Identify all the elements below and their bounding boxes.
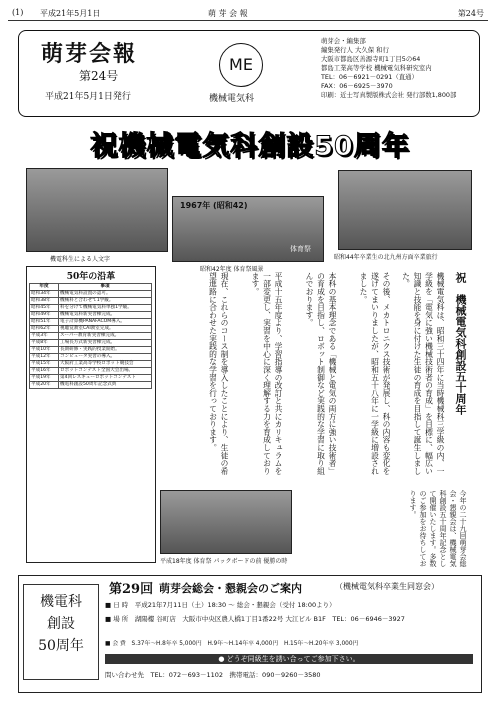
- history-row: [30, 333, 152, 340]
- history-year: 昭和51年: [30, 319, 59, 326]
- history-year: 平成8年: [30, 340, 59, 347]
- history-event: コンピュータ実習の導入。: [59, 354, 152, 361]
- history-event: 科を分けて機械電気科単独1学級。: [59, 305, 152, 312]
- history-row: [30, 347, 152, 354]
- photo-caption-3: 昭和44年卒業生の北九州方面卒業旅行: [334, 254, 438, 261]
- paper-name: 萌 芽 会 報: [208, 9, 248, 18]
- history-row: [30, 291, 152, 298]
- photo-event-label: 体育祭: [290, 245, 311, 253]
- article-body: [160, 272, 468, 482]
- history-table-box: [26, 266, 156, 563]
- history-event: 電子計算機PANAFACOM導入。: [59, 319, 152, 326]
- masthead-title: 萌芽会報: [41, 41, 138, 67]
- meeting-title: 萌芽会総会・懇親会のご案内: [159, 582, 302, 595]
- article-title: 祝 機械電気科創設五十周年: [454, 272, 467, 415]
- history-year: 平成20年: [30, 382, 59, 389]
- photo-backboard: [160, 490, 292, 554]
- publisher-info: 萌芽会・編集部 編集発行人 大久保 和行 大阪市都島区善源寺町1丁目5の64 都島工業高等学校 機械電気科研究室内 TEL：06－6921－0291（直通） FAX：06－6925－3970 印刷：近士写真製版株式会社 発行部数1,800部: [321, 37, 457, 99]
- history-row: [30, 361, 152, 368]
- meeting-date-row: ■ 日 時 平成21年7月11日（土）18:30 ～ 総会・懇親会（受付 18:00より）: [105, 601, 336, 609]
- article-column: 本科の基本理念である「機械と電気の両方に強い技術者」の育成を目指し、ロボット制御など実践的な学習に取り組んでおります。: [305, 272, 337, 475]
- article-column: 機械電気科は、昭和三十四年に当時機械科三学級の内、一学級を「電気に強い機械技術者の育成」を目標に、幅広い知識と技能を身に付けた生徒の育成を目指して誕生しました。: [401, 272, 445, 475]
- history-event: 機械電気科新実習棟完成。: [59, 312, 152, 319]
- photo-human-letters: [26, 168, 168, 252]
- page-issue: 第24号: [457, 9, 484, 18]
- masthead-date: 平成21年5月1日発行: [45, 92, 131, 102]
- history-col-year: 年度: [30, 284, 59, 291]
- page-number: (1): [12, 8, 24, 17]
- history-event: スーパー教育新実習棟完成。: [59, 333, 152, 340]
- history-event: 機械電気科設置の認可。: [59, 291, 152, 298]
- stamp-line: 機電科: [40, 594, 82, 610]
- stamp-line: 創設: [47, 616, 75, 632]
- history-year: 昭和62年: [30, 326, 59, 333]
- logo-caption: 機械電気科: [209, 94, 255, 104]
- masthead: [18, 30, 480, 117]
- meeting-org: （機械電気科卒業生同窓会）: [335, 582, 439, 591]
- history-year: 昭和34年: [30, 291, 59, 298]
- history-row: [30, 305, 152, 312]
- history-year: 昭和45年: [30, 305, 59, 312]
- history-event: 視聴覚教室CAI教室完成。: [59, 326, 152, 333]
- article-continued: 今年の二十九回萌芽会総会・懇親会は、機械電気科創設五十周年記念として開催いたします。多数のご参加をお待ちしております。: [409, 490, 467, 567]
- history-row: [30, 298, 152, 305]
- meeting-fee-row: ■ 会 費 S.37年～H.8年卒 5,000円 H.9年～H.14年卒 4,000円 H.15年～H.20年卒 3,000円: [105, 641, 359, 647]
- photo-caption-2: 昭和42年度 体育祭風景: [200, 266, 264, 273]
- history-row: [30, 340, 152, 347]
- history-table: [29, 283, 152, 389]
- history-row: [30, 312, 152, 319]
- history-event: 大阪府工業高等学校ロボット競技会: [59, 361, 152, 368]
- history-title: 50年の沿革: [66, 272, 116, 282]
- history-event: 機械科と合わせて1学級。: [59, 298, 152, 305]
- anniversary-stamp: [23, 584, 99, 680]
- history-year: 平成12年: [30, 354, 59, 361]
- history-row: [30, 368, 152, 375]
- history-year: 平成19年: [30, 375, 59, 382]
- page-date: 平成21年5月1日: [40, 9, 101, 18]
- article-column: その後、メカトロニクス技術が発展し、科の内容も変化を遂げてまいりましたが、昭和五十八年に一学級に増設されました。: [359, 272, 391, 475]
- history-row: [30, 326, 152, 333]
- meeting-number: 第29回: [109, 582, 154, 597]
- history-year: 平成10年: [30, 347, 59, 354]
- photo-year-label: 1967年 (昭和42): [180, 201, 248, 210]
- history-row: [30, 354, 152, 361]
- history-year: 昭和38年: [30, 298, 59, 305]
- stamp-line: 50周年: [38, 638, 84, 654]
- masthead-issue: 第24号: [79, 69, 119, 83]
- meeting-venue-row: ■ 場 所 湖陽樓 谷町店 大阪市中央区農人橋1丁目1番22号 大江ビル B1F TEL：06－6946－3927: [105, 615, 405, 623]
- meeting-invite-band: ● どうぞ同級生を誘い合ってご参加下さい。: [105, 654, 473, 664]
- history-event: ロボットコンテスト全国大会出場。: [59, 368, 152, 375]
- history-event: 第4回レスキューロボットコンテスト: [59, 375, 152, 382]
- photo-caption-4: 平成18年度 体育祭 パックボードの前 優勝の時: [160, 558, 288, 565]
- article-column: 現在、これらのコース制を導入したことにより、生徒の希望進路に合わせた実践的な学習を行っております。: [208, 272, 229, 475]
- page-header-bar: [8, 6, 488, 21]
- photo-caption-1: 機電科生による人文字: [50, 256, 111, 263]
- history-year: 平成15年: [30, 361, 59, 368]
- history-year: 平成16年: [30, 368, 59, 375]
- meeting-notice: [18, 575, 482, 693]
- history-event: 長期研修・実践的授業開始。: [59, 347, 152, 354]
- history-year: 平成3年: [30, 333, 59, 340]
- headline: 祝機械電気科創設50周年: [90, 131, 410, 162]
- meeting-contact: 問い合わせ先 TEL：072－693－1102 携帯電話：090－9260－3580: [105, 671, 321, 679]
- history-event: 機電科創設50周年記念式典: [59, 382, 152, 389]
- history-row: [30, 319, 152, 326]
- history-col-event: 事項: [59, 284, 152, 291]
- history-row: [30, 375, 152, 382]
- history-row: [30, 382, 152, 389]
- history-event: 工場長方式新実習棟完成。: [59, 340, 152, 347]
- photo-graduation-trip: [338, 170, 472, 250]
- me-logo: ME: [219, 43, 263, 87]
- history-year: 昭和49年: [30, 312, 59, 319]
- article-column: 平成十五年度より、学習指導の改訂と共にカリキュラムを一部変更し、実習を中心に深く理解する力を育成しております。: [251, 272, 283, 475]
